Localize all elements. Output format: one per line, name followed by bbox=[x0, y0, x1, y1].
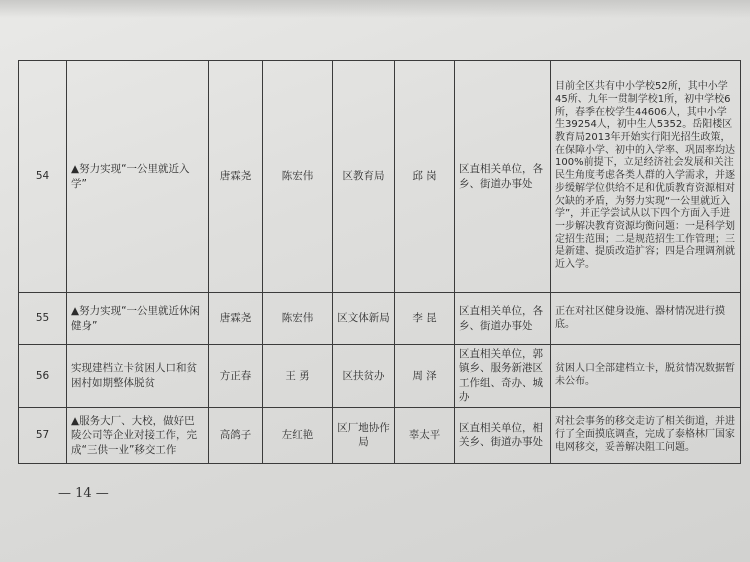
cooperating-units: 区直相关单位，各乡、街道办事处 bbox=[455, 293, 551, 345]
row-number: 57 bbox=[19, 407, 67, 463]
row-number: 54 bbox=[19, 61, 67, 293]
page-number: — 14 — bbox=[58, 486, 109, 501]
responsible-owner: 王 勇 bbox=[263, 345, 333, 408]
table-row bbox=[19, 407, 741, 463]
table-row bbox=[19, 345, 741, 408]
table-row bbox=[19, 293, 741, 345]
row-number: 55 bbox=[19, 293, 67, 345]
progress-note: 正在对社区健身设施、器材情况进行摸底。 bbox=[551, 293, 741, 345]
contact-person: 邱 岗 bbox=[395, 61, 455, 293]
progress-note: 贫困人口全部建档立卡，脱贫情况数据暂未公布。 bbox=[551, 345, 741, 408]
task-description: ▲努力实现“一公里就近入学” bbox=[67, 61, 209, 293]
progress-note: 目前全区共有中小学校52所，其中小学45所、九年一贯制学校1所，初中学校6所，春季在校学生44606人，其中小学生39254人，初中生人5352。岳阳楼区教育局2013年开始实行阳光招生政策，在保障小学、初中的入学率、巩固率均达100%前提下，立足经济社会发展和关注民生角度考虑各类人群的入学需求，并逐步缓解学位供给不足和优质教育资源相对欠缺的矛盾，为努力实现“一公里就近入学”，并正学尝试从以下四个方面入手进一步解决教育资源均衡问题：一是科学划定招生范围；二是规范招生工作管理；三是新建、提质改造扩容；四是合理调剂就近入学。 bbox=[551, 61, 741, 293]
contact-person: 周 泽 bbox=[395, 345, 455, 408]
progress-note: 对社会事务的移交走访了相关街道，并进行了全面摸底调查，完成了泰格林厂国家电网移交，妥善解决阻工问题。 bbox=[551, 407, 741, 463]
responsible-leader: 唐霖尧 bbox=[209, 61, 263, 293]
task-description: ▲努力实现“一公里就近休闲健身” bbox=[67, 293, 209, 345]
cooperating-units: 区直相关单位，相关乡、街道办事处 bbox=[455, 407, 551, 463]
task-description: 实现建档立卡贫困人口和贫困村如期整体脱贫 bbox=[67, 345, 209, 408]
responsible-leader: 高鸽子 bbox=[209, 407, 263, 463]
responsible-owner: 陈宏伟 bbox=[263, 293, 333, 345]
lead-department: 区教育局 bbox=[333, 61, 395, 293]
task-table bbox=[18, 60, 741, 464]
cooperating-units: 区直相关单位，郭镇乡、服务新港区工作组、奇办、城办 bbox=[455, 345, 551, 408]
page-shadow bbox=[0, 0, 750, 18]
contact-person: 李 昆 bbox=[395, 293, 455, 345]
contact-person: 辜太平 bbox=[395, 407, 455, 463]
responsible-owner: 陈宏伟 bbox=[263, 61, 333, 293]
task-description: ▲服务大厂、大校，做好巴陵公司等企业对接工作，完成“三供一业”移交工作 bbox=[67, 407, 209, 463]
table-row bbox=[19, 61, 741, 293]
responsible-owner: 左红艳 bbox=[263, 407, 333, 463]
row-number: 56 bbox=[19, 345, 67, 408]
lead-department: 区扶贫办 bbox=[333, 345, 395, 408]
lead-department: 区文体新局 bbox=[333, 293, 395, 345]
cooperating-units: 区直相关单位，各乡、街道办事处 bbox=[455, 61, 551, 293]
lead-department: 区厂地协作局 bbox=[333, 407, 395, 463]
responsible-leader: 唐霖尧 bbox=[209, 293, 263, 345]
responsible-leader: 方正春 bbox=[209, 345, 263, 408]
